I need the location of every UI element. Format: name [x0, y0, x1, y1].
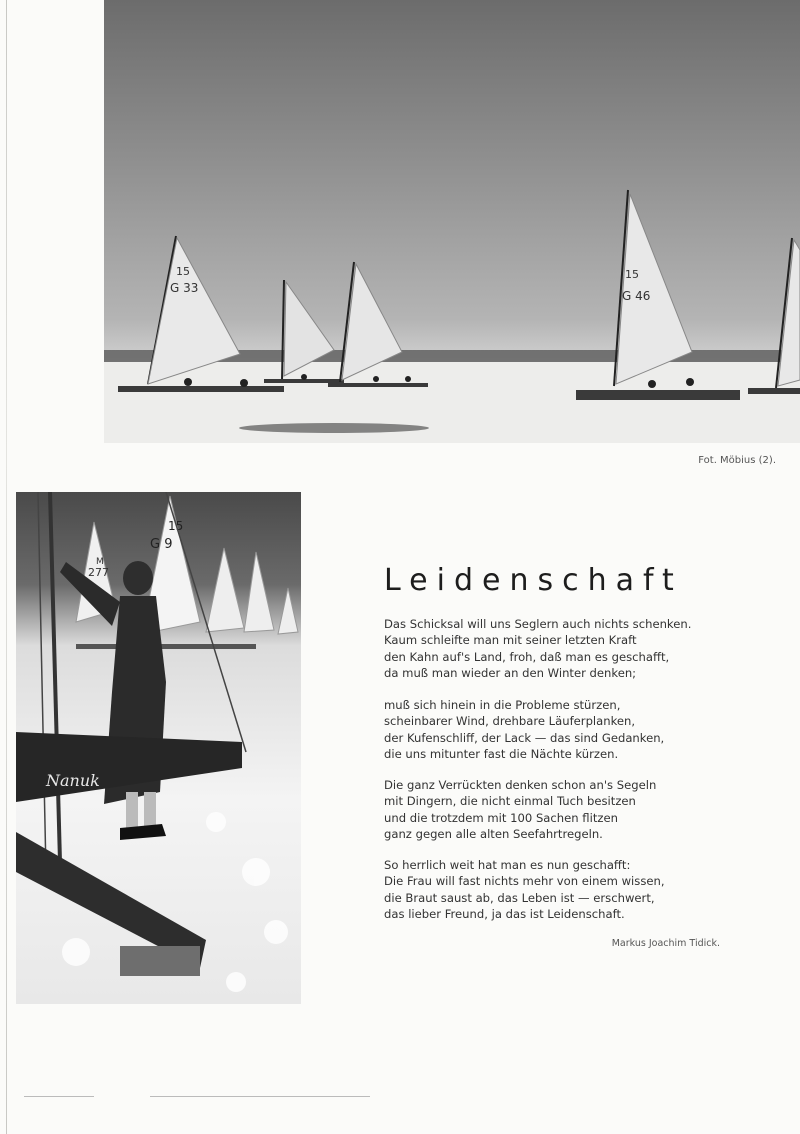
page-edge — [6, 0, 7, 1134]
background-sail-5 — [278, 588, 298, 634]
sail-class-3: M — [96, 557, 104, 567]
mast — [50, 492, 60, 862]
sailor — [60, 561, 166, 840]
background-sail-4 — [244, 552, 274, 632]
boat-name: Nanuk — [46, 771, 100, 790]
bottom-rule-right — [150, 1096, 370, 1097]
ice-surface — [104, 362, 800, 443]
poem-stanza-4 — [384, 857, 784, 923]
sailor-rigging-photo — [16, 492, 301, 1004]
sail-class-4: 15 — [168, 519, 184, 533]
sailor-rigging-photo-icon — [16, 492, 301, 1004]
sail-class-2: 15 — [625, 268, 639, 281]
ice-yachts-photo — [104, 0, 800, 443]
sail-number-1: G 33 — [170, 281, 199, 295]
sail-number-4: G 9 — [150, 537, 173, 552]
poem-line: ganz gegen alle alten Seefahrtregeln. — [384, 827, 603, 842]
poem-line: muß sich hinein in die Probleme stürzen, — [384, 698, 621, 712]
poem-line: Die ganz Verrückten denken schon an's Segeln — [384, 778, 657, 792]
poem-line: das lieber Freund, ja das ist Leidenschaft. — [384, 907, 625, 922]
poem-line: die Braut saust ab, das Leben ist — erschwert, — [384, 890, 655, 905]
bottom-rule-left — [24, 1096, 94, 1097]
poem-line: scheinbarer Wind, drehbare Läuferplanken, — [384, 714, 636, 729]
ice-yachts-photo-icon — [104, 0, 800, 443]
poem-line: und die trotzdem mit 100 Sachen flitzen — [384, 810, 618, 825]
poem-line: die uns mitunter fast die Nächte kürzen. — [384, 747, 619, 762]
sail-number-2: G 46 — [622, 289, 651, 303]
poem-line: So herrlich weit hat man es nun geschafft: — [384, 858, 631, 872]
background-sail-3 — [206, 548, 244, 632]
poem-line: den Kahn auf's Land, froh, daß man es geschafft, — [384, 649, 670, 664]
sail-class-1: 15 — [176, 265, 190, 278]
poem-stanza-1 — [384, 616, 784, 682]
poem-line: der Kufenschliff, der Lack — das sind Gedanken, — [384, 730, 665, 745]
photo-credit: Fot. Möbius (2). — [698, 455, 776, 466]
ice-shadow — [239, 423, 429, 433]
poem-line: da muß man wieder an den Winter denken; — [384, 666, 637, 681]
poem-author: Markus Joachim Tidick. — [611, 938, 720, 949]
poem-line: Die Frau will fast nichts mehr von einem wissen, — [384, 874, 665, 889]
sail-number-3: 277 — [88, 566, 109, 579]
poem-title: Leidenschaft — [384, 563, 683, 599]
poem-line: Das Schicksal will uns Seglern auch nichts schenken. — [384, 617, 692, 631]
poem-line: Kaum schleifte man mit seiner letzten Kraft — [384, 633, 637, 648]
poem-stanza-3 — [384, 777, 784, 843]
poem-line: mit Dingern, die nicht einmal Tuch besitzen — [384, 794, 636, 809]
poem-stanza-2 — [384, 697, 784, 763]
